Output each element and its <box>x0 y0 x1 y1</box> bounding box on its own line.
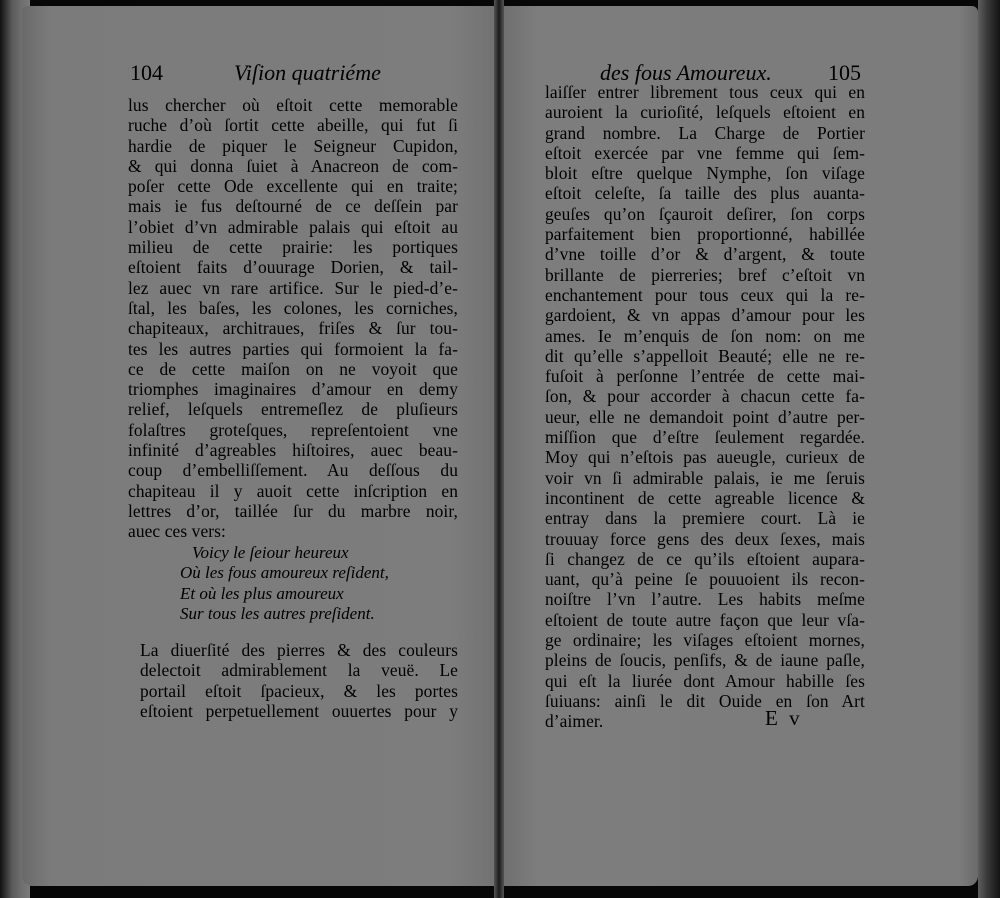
text-line: ſon, & pour accorder à chacun cette fa- <box>545 386 865 407</box>
verse-line: Sur tous les autres preſident. <box>180 604 375 624</box>
text-line: enchantement pour tous ceux qui la re- <box>545 284 865 305</box>
book-gutter <box>494 0 504 898</box>
right-running-title: des fous Amoureux. <box>600 60 772 85</box>
verse-line: Où les fous amoureux reſident, <box>180 563 389 583</box>
catchword: E v <box>765 706 803 730</box>
text-line: triomphes imaginaires d’amour en demy <box>128 379 458 400</box>
text-line: eſtoient perpetuellement ouuertes pour y <box>140 700 458 721</box>
text-line: lus chercher où eſtoit cette memorable <box>128 95 458 115</box>
text-line: pleins de ſoucis, penſifs, & de iaune paſle, <box>545 650 865 671</box>
text-line: laiſſer entrer librement tous ceux qui en <box>545 82 865 102</box>
text-line: milieu de cette prairie: les portiques <box>128 237 458 258</box>
left-body-text <box>128 95 458 542</box>
text-line: mais ie fus deſtourné de ce deſſein par <box>128 196 458 217</box>
text-line: qui eſt la liurée dont Amour habille ſes <box>545 670 865 691</box>
text-line: ſi changez de ce qu’ils eſtoient aupara- <box>545 548 865 569</box>
text-line: delectoit admirablement la veuë. Le <box>140 660 458 681</box>
text-line: bloit eſtre quelque Nymphe, ſon viſage <box>545 163 865 184</box>
text-line: ames. Ie m’enquis de ſon nom: on me <box>545 325 865 346</box>
text-line: auec ces vers: <box>128 521 226 542</box>
text-line: hardie de piquer le Seigneur Cupidon, <box>128 135 458 156</box>
text-line: noiſtre l’vn l’autre. Les habits meſme <box>545 589 865 610</box>
right-page-number: 105 <box>828 60 861 85</box>
text-line: tes les autres parties qui formoient la fa- <box>128 338 458 359</box>
text-line: dit qu’elle s’appelloit Beauté; elle ne re- <box>545 345 865 366</box>
text-line: chapiteau il y auoit cette inſcription en <box>128 480 458 501</box>
inscription-verse <box>180 543 450 625</box>
verse-line: Et où les plus amoureux <box>180 583 344 603</box>
book-right-edge <box>978 0 1000 898</box>
left-body-text-continued <box>140 640 458 721</box>
text-line: lettres d’or, taillée ſur du marbre noir, <box>128 500 458 521</box>
text-line: ce de cette maiſon on ne voyoit que <box>128 358 458 379</box>
text-line: lez auec vn rare artifice. Sur le pied-d’e- <box>128 277 458 298</box>
text-line: incontinent de cette agreable licence & <box>545 487 865 508</box>
text-line: d’aimer. <box>545 711 604 732</box>
text-line: eſtoient faits d’ouurage Dorien, & tail- <box>128 257 458 278</box>
text-line: coup d’embelliſſement. Au deſſous du <box>128 460 458 481</box>
left-running-head <box>130 58 381 88</box>
text-line: auroient la curioſité, leſquels eſtoient en <box>545 102 865 123</box>
text-line: Moy qui n’eſtois pas aueugle, curieux de <box>545 447 865 468</box>
text-line: l’obiet d’vn admirable palais qui eſtoit au <box>128 216 458 237</box>
text-line: voir vn ſi admirable palais, ie me ſeruis <box>545 467 865 488</box>
text-line: geuſes qu’on ſçauroit deſirer, ſon corps <box>545 203 865 224</box>
text-line: relief, leſquels entremeſlez de pluſieurs <box>128 399 458 420</box>
left-page-number: 104 <box>130 60 163 85</box>
text-line: ſuiuans: ainſi le dit Ouide en ſon Art <box>545 690 865 711</box>
text-line: d’vne toille d’or & d’argent, & toute <box>545 244 865 265</box>
text-line: & qui donna ſuiet à Anacreon de com- <box>128 155 458 176</box>
text-line: brillante de pierreries; bref c’eſtoit vn <box>545 264 865 285</box>
text-line: eſtoit celeſte, ſa taille des plus auanta- <box>545 183 865 204</box>
text-line: trouuay force gens des deux ſexes, mais <box>545 528 865 549</box>
text-line: portail eſtoit ſpacieux, & les portes <box>140 680 458 701</box>
text-line: ueur, elle ne demandoit point d’autre per- <box>545 406 865 427</box>
text-line: infinité d’agreables hiſtoires, auec beau- <box>128 440 458 461</box>
text-line: eſtoit exercée par vne femme qui ſem- <box>545 142 865 163</box>
text-line: chapiteaux, architraues, friſes & ſur tou- <box>128 318 458 339</box>
text-line: eſtoient de toute autre façon que leur vſa- <box>545 609 865 630</box>
verse-line: Voicy le ſeiour heureux <box>192 543 349 562</box>
text-line: miſſion que d’eſtre ſeulement regardée. <box>545 427 865 448</box>
text-line: uant, qu’à peine ſe pouuoient ils recon- <box>545 569 865 590</box>
text-line: folaſtres groteſques, repreſentoient vne <box>128 419 458 440</box>
text-line: grand nombre. La Charge de Portier <box>545 122 865 143</box>
text-line: entray dans la premiere court. Là ie <box>545 508 865 529</box>
text-line: gardoient, & vn appas d’amour pour les <box>545 305 865 326</box>
text-line: fuſoit à perſonne l’entrée de cette mai- <box>545 366 865 387</box>
text-line: parfaitement bien proportionné, habillée <box>545 224 865 245</box>
right-body-text <box>545 82 865 732</box>
text-line: La diuerſité des pierres & des couleurs <box>140 640 458 660</box>
text-line: ge ordinaire; les viſages eſtoient mornes, <box>545 630 865 651</box>
left-running-title: Viſion quatriéme <box>234 60 381 85</box>
text-line: ruche d’où ſortit cette abeille, qui fut ſi <box>128 115 458 136</box>
text-line: poſer cette Ode excellente qui en traite; <box>128 176 458 197</box>
text-line: ſtal, les baſes, les colones, les corniches, <box>128 297 458 318</box>
